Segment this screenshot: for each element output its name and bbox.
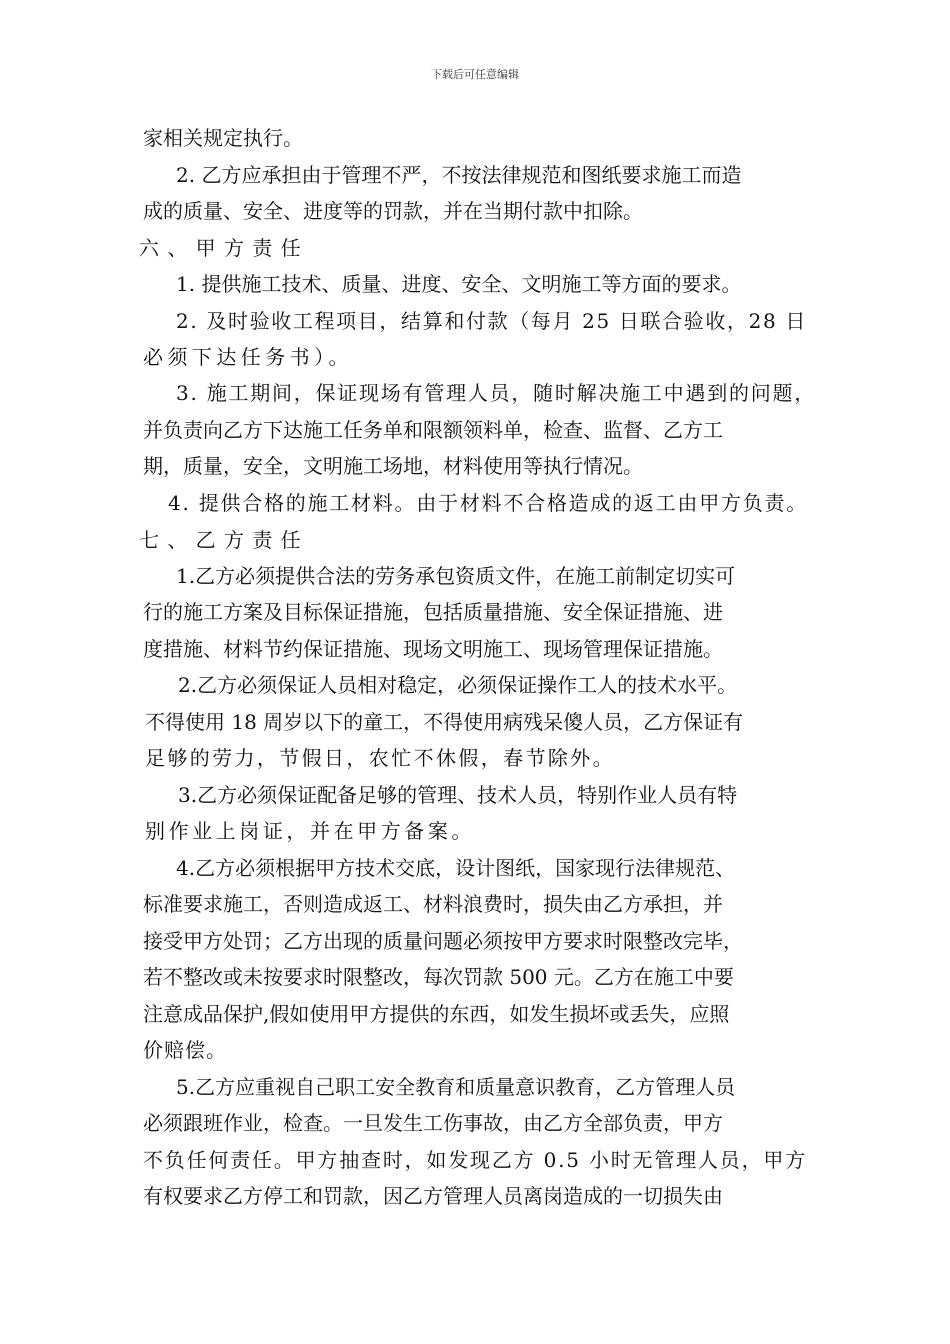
text-line: 4.乙方必须根据甲方技术交底，设计图纸，国家现行法律规范、: [176, 856, 736, 880]
text-line: 5.乙方应重视自己职工安全教育和质量意识教育，乙方管理人员: [176, 1075, 736, 1099]
text-line: 必须下达任务书）。: [143, 345, 353, 369]
text-line: 不负任何责任。甲方抽查时，如发现乙方 0.5 小时无管理人员，甲方: [143, 1148, 807, 1172]
text-line: 1. 提供施工技术、质量、进度、安全、文明施工等方面的要求。: [176, 272, 742, 296]
text-line: 成的质量、安全、进度等的罚款，并在当期付款中扣除。: [143, 199, 643, 223]
text-line: 2.乙方必须保证人员相对稳定，必须保证操作工人的技术水平。: [178, 673, 738, 697]
text-line: 期，质量，安全，文明施工场地，材料使用等执行情况。: [143, 454, 643, 478]
text-line: 2. 及时验收工程项目，结算和付款（每月 25 日联合验收，28 日: [176, 309, 807, 333]
text-line: 注意成品保护,假如使用甲方提供的东西，如发生损坏或丢失，应照: [143, 1002, 730, 1026]
text-line: 接受甲方处罚；乙方出现的质量问题必须按甲方要求时限整改完毕，: [143, 929, 743, 953]
text-line: 别作业上岗证，并在甲方备案。: [145, 819, 475, 843]
section-heading: 六、甲方责任: [139, 236, 309, 260]
text-line: 3. 施工期间，保证现场有管理人员，随时解决施工中遇到的问题，: [176, 381, 816, 405]
text-line: 家相关规定执行。: [143, 126, 303, 150]
text-line: 足够的劳力，节假日，农忙不休假，春节除外。: [145, 746, 615, 770]
text-line: 4. 提供合格的施工材料。由于材料不合格造成的返工由甲方负责。: [168, 491, 808, 515]
text-line: 不得使用 18 周岁以下的童工，不得使用病残呆傻人员，乙方保证有: [145, 710, 744, 734]
text-line: 1.乙方必须提供合法的劳务承包资质文件，在施工前制定切实可: [176, 564, 736, 588]
text-line: 有权要求乙方停工和罚款，因乙方管理人员离岗造成的一切损失由: [143, 1184, 723, 1208]
text-line: 必须跟班作业，检查。一旦发生工伤事故，由乙方全部负责，甲方: [143, 1111, 723, 1135]
section-heading: 七、乙方责任: [139, 528, 309, 552]
text-line: 2. 乙方应承担由于管理不严，不按法律规范和图纸要求施工而造: [176, 163, 742, 187]
text-line: 3.乙方必须保证配备足够的管理、技术人员，特别作业人员有特: [178, 783, 738, 807]
text-line: 行的施工方案及目标保证措施，包括质量措施、安全保证措施、进: [143, 600, 723, 624]
text-line: 并负责向乙方下达施工任务单和限额领料单，检查、监督、乙方工: [143, 418, 723, 442]
text-line: 标准要求施工，否则造成返工、材料浪费时，损失由乙方承担，并: [143, 892, 723, 916]
text-line: 价赔偿。: [143, 1038, 227, 1062]
text-line: 度措施、材料节约保证措施、现场文明施工、现场管理保证措施。: [143, 637, 723, 661]
page-header: 下载后可任意编辑: [431, 68, 519, 81]
text-line: 若不整改或未按要求时限整改，每次罚款 500 元。乙方在施工中要: [143, 965, 734, 989]
